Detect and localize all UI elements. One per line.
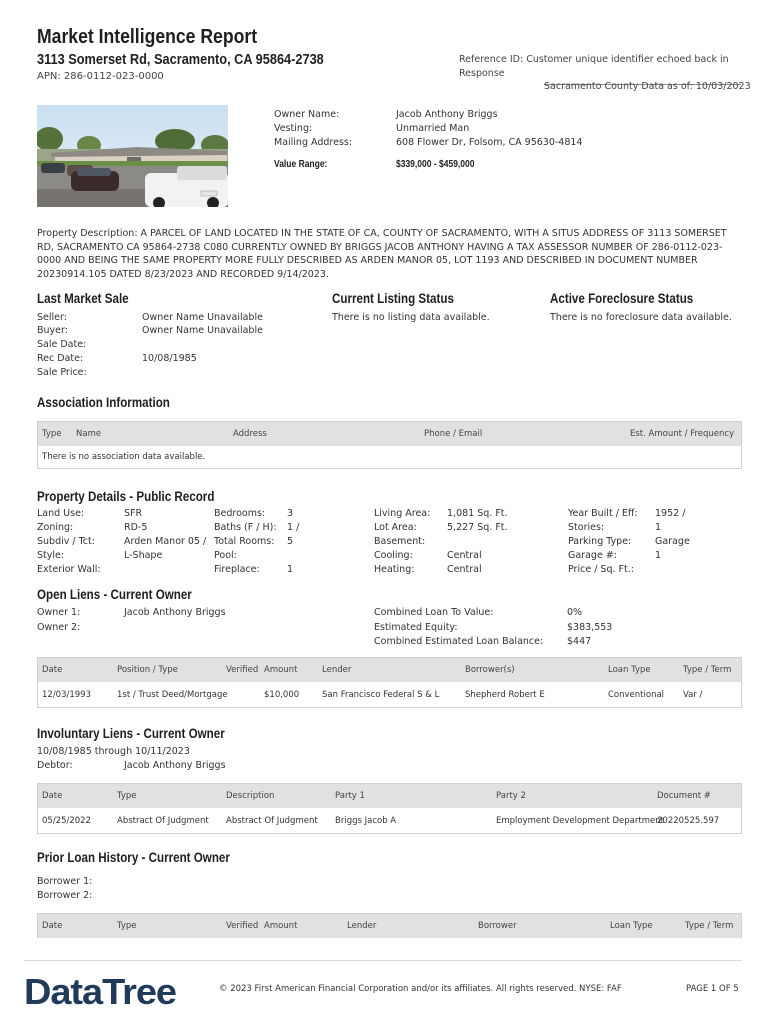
table-row bbox=[38, 682, 741, 707]
open-liens-heading: Open Liens - Current Owner bbox=[37, 587, 192, 602]
detail-value: Garage bbox=[655, 536, 690, 547]
foreclosure-heading: Active Foreclosure Status bbox=[550, 291, 694, 306]
table-cell: Abstract Of Judgment bbox=[226, 815, 318, 826]
detail-value: 3 bbox=[287, 508, 294, 519]
table-cell: Conventional bbox=[608, 689, 665, 700]
column-header: Type bbox=[42, 429, 62, 439]
sale-price-label: Sale Price: bbox=[37, 367, 87, 378]
column-header: Lender bbox=[322, 665, 352, 675]
column-header: Type bbox=[117, 921, 137, 931]
table-cell: 12/03/1993 bbox=[42, 689, 91, 700]
column-header: Verified bbox=[226, 921, 259, 931]
owner1-label: Owner 1: bbox=[37, 607, 81, 618]
svg-text:DataTree: DataTree bbox=[24, 971, 176, 1012]
detail-label: Style: bbox=[37, 550, 65, 561]
detail-value: 1 bbox=[655, 550, 662, 561]
empty-message: There is no association data available. bbox=[42, 452, 206, 462]
detail-label: Pool: bbox=[214, 550, 237, 561]
detail-value: 1952 / bbox=[655, 508, 686, 519]
detail-value: RD-5 bbox=[124, 522, 148, 533]
table-cell: San Francisco Federal S & L bbox=[322, 689, 440, 700]
property-address: 3113 Somerset Rd, Sacramento, CA 95864-2738 bbox=[37, 52, 324, 68]
detail-label: Garage #: bbox=[568, 550, 617, 561]
copyright-text: © 2023 First American Financial Corporation and/or its affiliates. All rights reserved. NYSE: FAF bbox=[219, 984, 622, 994]
buyer-label: Buyer: bbox=[37, 325, 68, 336]
cltv-label: Combined Loan To Value: bbox=[374, 607, 494, 618]
column-header: Loan Type bbox=[610, 921, 653, 931]
column-header: Date bbox=[42, 791, 63, 801]
property-description: Property Description: A PARCEL OF LAND LOCATED IN THE STATE OF CA, COUNTY OF SACRAMENTO, WITH A SITUS ADDRESS OF 3113 SOMERSET RD, SACRAMENTO CA 95864-2738 C080 CURRENTLY OWNED BY BRIGGS JACOB ANTHONY HAVING A TAX ASSESSOR NUMBER OF 286-0112-023-0000 AND BEING THE SAME PROPERTY MORE FULLY DESCRIBED AS ARDEN MANOR 05, LOT 1193 AND DESCRIBED IN DOCUMENT NUMBER 20230914.105 DATED 8/23/2023 AND RECORDED 9/14/2023. bbox=[37, 228, 727, 280]
column-header: Verified bbox=[226, 665, 259, 675]
detail-label: Fireplace: bbox=[214, 564, 260, 575]
detail-label: Stories: bbox=[568, 522, 605, 533]
column-header: Position / Type bbox=[117, 665, 178, 675]
detail-value: SFR bbox=[124, 508, 143, 519]
mailing-label: Mailing Address: bbox=[274, 137, 353, 148]
data-as-of: Sacramento County Data as of: 10/03/2023 bbox=[544, 81, 751, 92]
mailing-address: 608 Flower Dr, Folsom, CA 95630-4814 bbox=[396, 137, 583, 148]
association-table bbox=[37, 421, 742, 469]
detail-value: 1 bbox=[287, 564, 294, 575]
column-header: Borrower(s) bbox=[465, 665, 515, 675]
equity-label: Estimated Equity: bbox=[374, 622, 458, 633]
detail-label: Price / Sq. Ft.: bbox=[568, 564, 634, 575]
footer-divider bbox=[24, 960, 742, 961]
balance-label: Combined Estimated Loan Balance: bbox=[374, 636, 544, 647]
table-header bbox=[38, 658, 741, 682]
column-header: Type / Term bbox=[683, 665, 732, 675]
last-sale-heading: Last Market Sale bbox=[37, 291, 129, 306]
column-header: Type bbox=[117, 791, 137, 801]
table-header bbox=[38, 784, 741, 808]
detail-label: Cooling: bbox=[374, 550, 413, 561]
buyer: Owner Name Unavailable bbox=[142, 325, 263, 336]
detail-value: Central bbox=[447, 564, 482, 575]
column-header: Loan Type bbox=[608, 665, 651, 675]
cltv: 0% bbox=[567, 607, 583, 618]
column-header: Borrower bbox=[478, 921, 517, 931]
column-header: Amount bbox=[264, 921, 298, 931]
debtor: Jacob Anthony Briggs bbox=[124, 760, 226, 771]
column-header: Date bbox=[42, 665, 63, 675]
value-range-label: Value Range: bbox=[274, 159, 328, 170]
owner1: Jacob Anthony Briggs bbox=[124, 607, 226, 618]
owner2-label: Owner 2: bbox=[37, 622, 81, 633]
datatree-logo bbox=[24, 968, 184, 1012]
detail-value: 5 bbox=[287, 536, 294, 547]
detail-value: L-Shape bbox=[124, 550, 163, 561]
column-header: Party 2 bbox=[496, 791, 526, 801]
listing-text: There is no listing data available. bbox=[332, 312, 490, 323]
detail-value: 1,081 Sq. Ft. bbox=[447, 508, 508, 519]
detail-value: 1 bbox=[655, 522, 662, 533]
detail-label: Bedrooms: bbox=[214, 508, 266, 519]
table-row bbox=[38, 808, 741, 833]
detail-label: Lot Area: bbox=[374, 522, 417, 533]
table-header bbox=[38, 914, 741, 938]
vesting: Unmarried Man bbox=[396, 123, 470, 134]
balance: $447 bbox=[567, 636, 592, 647]
detail-label: Year Built / Eff: bbox=[568, 508, 638, 519]
property-photo bbox=[37, 105, 228, 207]
column-header: Type / Term bbox=[685, 921, 734, 931]
rec-date: 10/08/1985 bbox=[142, 353, 197, 364]
table-header bbox=[38, 422, 741, 446]
page-number: PAGE 1 OF 5 bbox=[686, 984, 739, 994]
sale-date-label: Sale Date: bbox=[37, 339, 87, 350]
seller: Owner Name Unavailable bbox=[142, 312, 263, 323]
detail-label: Basement: bbox=[374, 536, 426, 547]
column-header: Address bbox=[233, 429, 267, 439]
association-heading: Association Information bbox=[37, 395, 170, 410]
report-title: Market Intelligence Report bbox=[37, 26, 258, 48]
involuntary-range: 10/08/1985 through 10/11/2023 bbox=[37, 746, 190, 757]
prior-loans-heading: Prior Loan History - Current Owner bbox=[37, 850, 230, 865]
detail-label: Zoning: bbox=[37, 522, 74, 533]
table-cell: $10,000 bbox=[264, 689, 300, 700]
reference-id: Reference ID: Customer unique identifier echoed back in Response bbox=[459, 54, 729, 79]
detail-label: Subdiv / Tct: bbox=[37, 536, 95, 547]
detail-value: 5,227 Sq. Ft. bbox=[447, 522, 508, 533]
table-cell: 20220525.597 bbox=[657, 815, 720, 826]
owner-name-label: Owner Name: bbox=[274, 109, 340, 120]
apn-number: APN: 286-0112-023-0000 bbox=[37, 71, 164, 82]
equity: $383,553 bbox=[567, 622, 613, 633]
table-cell: Briggs Jacob A bbox=[335, 815, 397, 826]
open-liens-table bbox=[37, 657, 742, 708]
seller-label: Seller: bbox=[37, 312, 67, 323]
detail-value: Arden Manor 05 / bbox=[124, 536, 207, 547]
involuntary-heading: Involuntary Liens - Current Owner bbox=[37, 726, 225, 741]
detail-label: Parking Type: bbox=[568, 536, 632, 547]
owner-name: Jacob Anthony Briggs bbox=[396, 109, 498, 120]
listing-heading: Current Listing Status bbox=[332, 291, 454, 306]
table-cell: 1st / Trust Deed/Mortgage bbox=[117, 689, 228, 700]
borrower1-label: Borrower 1: bbox=[37, 876, 93, 887]
detail-label: Heating: bbox=[374, 564, 415, 575]
debtor-label: Debtor: bbox=[37, 760, 73, 771]
detail-label: Exterior Wall: bbox=[37, 564, 101, 575]
detail-value: 1 / bbox=[287, 522, 300, 533]
column-header: Party 1 bbox=[335, 791, 365, 801]
column-header: Date bbox=[42, 921, 63, 931]
table-cell: Shepherd Robert E bbox=[465, 689, 545, 700]
details-heading: Property Details - Public Record bbox=[37, 489, 215, 504]
detail-label: Total Rooms: bbox=[214, 536, 275, 547]
column-header: Description bbox=[226, 791, 275, 801]
borrower2-label: Borrower 2: bbox=[37, 890, 93, 901]
column-header: Name bbox=[76, 429, 102, 439]
column-header: Amount bbox=[264, 665, 298, 675]
table-row bbox=[38, 446, 741, 468]
prior-loans-table bbox=[37, 913, 742, 938]
rec-date-label: Rec Date: bbox=[37, 353, 84, 364]
involuntary-table bbox=[37, 783, 742, 834]
detail-label: Living Area: bbox=[374, 508, 431, 519]
vesting-label: Vesting: bbox=[274, 123, 313, 134]
value-range: $339,000 - $459,000 bbox=[396, 159, 475, 170]
detail-value: Central bbox=[447, 550, 482, 561]
table-cell: Abstract Of Judgment bbox=[117, 815, 209, 826]
detail-label: Land Use: bbox=[37, 508, 85, 519]
column-header: Document # bbox=[657, 791, 711, 801]
column-header: Est. Amount / Frequency bbox=[630, 429, 735, 439]
table-cell: Employment Development Department bbox=[496, 815, 664, 826]
detail-label: Baths (F / H): bbox=[214, 522, 277, 533]
foreclosure-text: There is no foreclosure data available. bbox=[550, 312, 732, 323]
table-cell: Var / bbox=[683, 689, 703, 700]
column-header: Phone / Email bbox=[424, 429, 483, 439]
table-cell: 05/25/2022 bbox=[42, 815, 91, 826]
column-header: Lender bbox=[347, 921, 377, 931]
